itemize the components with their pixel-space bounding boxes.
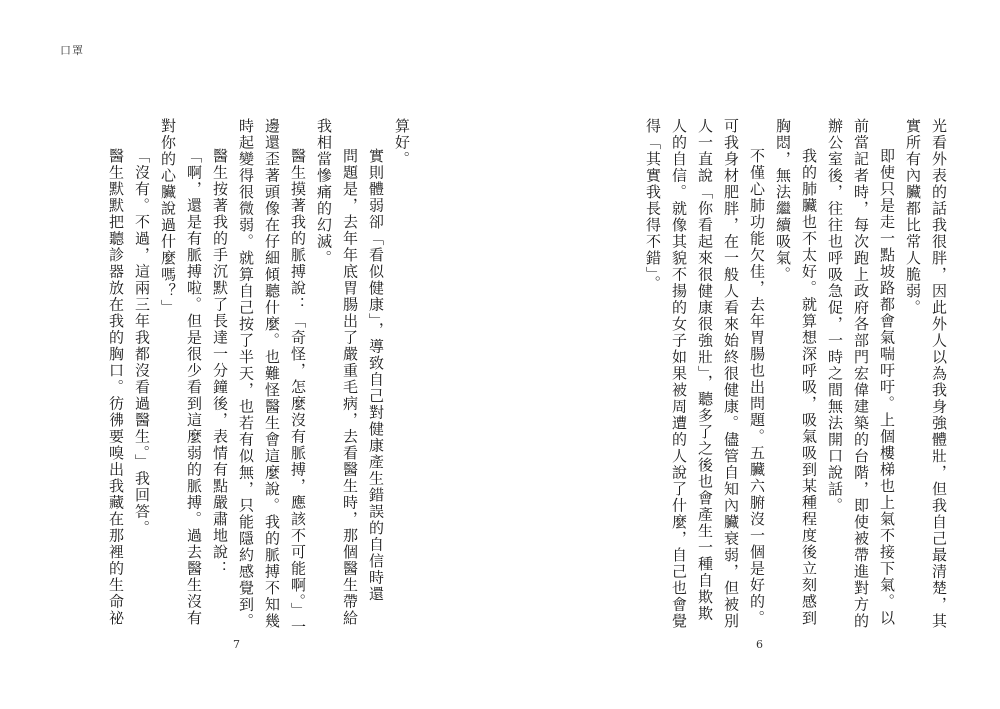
paragraph: 不僅心肺功能欠佳，去年胃腸也出問題。五臟六腑沒一個是好的。可我身材肥胖，在一般人看來始終很健康。儘管自知內臟衰弱，但被別人一直說「你看起來很健康很強壯」，聽多了之後也會產生一種自欺欺人的自信。就像其貌不揚的女子如果被周遭的人說了什麼，自己也會覺得「其實我長得不錯」。 [644,118,766,630]
paragraph: 光看外表的話我很胖，因此外人以為我身強體壯，但我自己最清楚，其實所有內臟都比常人脆弱。 [904,118,948,630]
paragraph: 算好。 [393,118,411,168]
paragraph: 即使只是走一點坡路都會氣喘吁吁。上個樓梯也上氣不接下氣。以前當記者時，每次跑上政府各部門宏偉建築的台階，即使被帶進對方的辦公室後，往往也呼吸急促，一時之間無法開口說話。 [826,118,896,630]
left-page-text [85,118,415,638]
paragraph: 實則體弱卻「看似健康」，導致自己對健康產生錯誤的自信時還 [367,148,385,603]
paragraph: 醫生按著我的手沉默了長達一分鐘後，表情有點嚴肅地說： [211,148,229,577]
paragraph: 醫生默默把聽診器放在我的胸口。彷彿要嗅出我藏在那裡的生命祕 [107,148,125,627]
paragraph: 問題是，去年年底胃腸出了嚴重毛病，去看醫生時，那個醫生帶給我相當慘痛的幻滅。 [315,118,359,627]
paragraph: 「啊，還是有脈搏啦。但是很少看到這麼弱的脈搏。過去醫生沒有對你的心臟說過什麼嗎？」 [159,118,203,627]
right-page-text [602,118,952,638]
page-number-left: 7 [233,638,240,651]
page-number-right: 6 [756,638,763,651]
paragraph: 我的肺臟也不太好。就算想深呼吸，吸氣吸到某種程度後立刻感到胸悶，無法繼續吸氣。 [774,118,818,627]
paragraph: 醫生摸著我的脈搏說：「奇怪，怎麼沒有脈搏，應該不可能啊。」一邊還歪著頭像在仔細傾聽什麼。也難怪醫生會這麼說。我的脈搏不知幾時起變得很微弱。就算自己按了半天，也若有似無，只能隱約感覺到。 [237,118,307,636]
running-header-title: 口罩 [60,44,84,57]
paragraph: 「沒有。不過，這兩三年我都沒看過醫生。」我回答。 [133,148,151,537]
